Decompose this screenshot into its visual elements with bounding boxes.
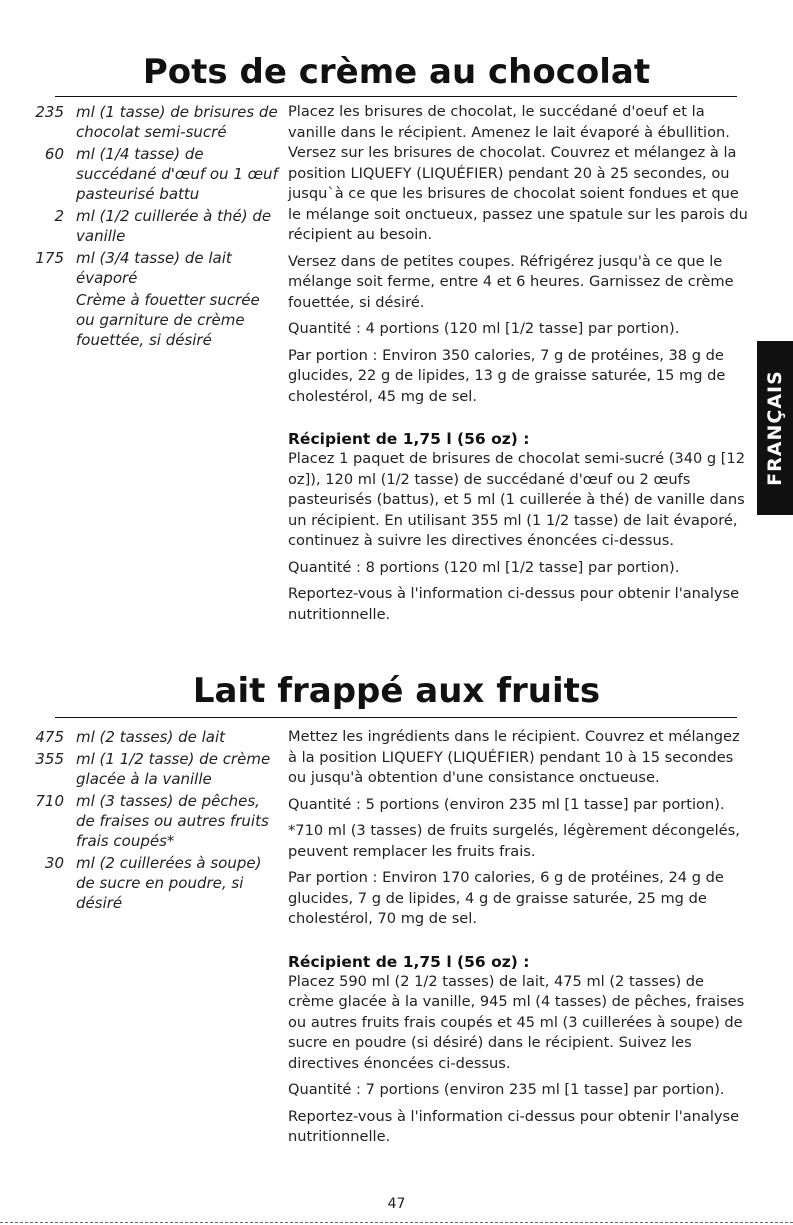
- ingredient-text: ml (2 cuillerées à soupe) de sucre en poudre, si désiré: [76, 854, 262, 912]
- ingredient-qty: 710: [35, 792, 64, 810]
- recipe1-ingredients: [0, 102, 280, 352]
- ingredient-item: [0, 248, 280, 288]
- ingredient-text: Crème à fouetter sucrée ou garniture de crème fouettée, si désiré: [76, 291, 260, 349]
- ingredient-item: [0, 144, 280, 204]
- recipe1-chill: Versez dans de petites coupes. Réfrigérez jusqu'à ce que le mélange soit ferme, entre 4 et 6 heures. Garnissez de crème fouettée, si désiré.: [288, 252, 734, 311]
- recipe2-container-yield: Quantité : 7 portions (environ 235 ml [1 tasse] par portion).: [288, 1081, 725, 1098]
- recipe2-container-heading: Récipient de 1,75 l (56 oz) :: [288, 952, 530, 971]
- ingredient-item: [0, 206, 280, 246]
- ingredient-text: ml (1 1/2 tasse) de crème glacée à la vanille: [76, 750, 271, 788]
- ingredient-text: ml (3 tasses) de pêches, de fraises ou autres fruits frais coupés*: [76, 792, 269, 850]
- recipe1-body: [288, 102, 748, 631]
- recipe2-note: *710 ml (3 tasses) de fruits surgelés, légèrement décongelés, peuvent remplacer les fruits frais.: [288, 822, 740, 860]
- ingredient-qty: 60: [44, 145, 64, 163]
- recipe1-yield: Quantité : 4 portions (120 ml [1/2 tasse] par portion).: [288, 320, 680, 337]
- language-tab: [757, 341, 793, 515]
- recipe1-container-yield: Quantité : 8 portions (120 ml [1/2 tasse] par portion).: [288, 558, 680, 576]
- recipe2-container-text: Placez 590 ml (2 1/2 tasses) de lait, 475 ml (2 tasses) de crème glacée à la vanille, 945 ml (4 tasses) de pêches, fraises ou autres fruits frais coupés et 45 ml (3 cuillerées à soupe) de sucre en poudre (si désiré) dans le récipient. Suivez les directives énoncées ci-dessus.: [288, 972, 745, 1072]
- recipe1-title: Pots de crème au chocolat: [142, 52, 651, 92]
- recipe2-nutrition: Par portion : Environ 170 calories, 6 g de protéines, 24 g de glucides, 7 g de lipides, 4 g de graisse saturée, 25 mg de cholestérol, 70 mg de sel.: [288, 869, 724, 927]
- ingredient-qty: 175: [35, 249, 64, 267]
- page-number: 47: [387, 1196, 406, 1212]
- ingredient-item: [0, 102, 280, 142]
- ingredient-item: [0, 791, 280, 851]
- ingredient-qty: 235: [35, 103, 64, 121]
- recipe2-title-rule: [55, 717, 737, 718]
- language-tab-label: FRANÇAIS: [764, 370, 786, 486]
- ingredient-text: ml (1/4 tasse) de succédané d'œuf ou 1 œuf pasteurisé battu: [76, 145, 278, 203]
- ingredient-qty: 2: [54, 207, 64, 225]
- recipe1-container-text: Placez 1 paquet de brisures de chocolat semi-sucré (340 g [12 oz]), 120 ml (1/2 tasse) de succédané d'œuf ou 2 œufs pasteurisés (battus), et 5 ml (1 cuillerée à thé) de vanille dans un récipient. En utilisant 355 ml (1 1/2 tasse) de lait évaporé, continuez à suivre les directives énoncées ci-dessus.: [288, 450, 746, 549]
- recipe2-body: [288, 727, 748, 1154]
- recipe2-title: Lait frappé aux fruits: [192, 671, 601, 711]
- recipe2-instructions: Mettez les ingrédients dans le récipient. Couvrez et mélangez à la position LIQUEFY (LIQUÉFIER) pendant 10 à 15 secondes ou jusqu'à obtention d'une consistance onctueuse.: [288, 728, 740, 786]
- recipe1-nutrition: Par portion : Environ 350 calories, 7 g de protéines, 38 g de glucides, 22 g de lipides, 13 g de graisse saturée, 15 mg de cholestérol, 45 mg de sel.: [288, 346, 726, 405]
- ingredient-item: [0, 727, 280, 747]
- ingredient-text: ml (2 tasses) de lait: [76, 728, 226, 746]
- recipe2-yield: Quantité : 5 portions (environ 235 ml [1 tasse] par portion).: [288, 795, 725, 813]
- recipe1-container-note: Reportez-vous à l'information ci-dessus pour obtenir l'analyse nutritionnelle.: [288, 585, 740, 623]
- recipe1-title-rule: [55, 96, 737, 97]
- recipe2-ingredients: [0, 727, 280, 915]
- recipe1-container-heading: Récipient de 1,75 l (56 oz) :: [288, 430, 530, 448]
- ingredient-item: [0, 749, 280, 789]
- recipe2-container-note: Reportez-vous à l'information ci-dessus pour obtenir l'analyse nutritionnelle.: [288, 1107, 740, 1145]
- page-bottom-rule: [0, 1222, 793, 1223]
- ingredient-text: ml (3/4 tasse) de lait évaporé: [76, 249, 232, 287]
- ingredient-item: [0, 853, 280, 913]
- ingredient-text: ml (1/2 cuillerée à thé) de vanille: [76, 207, 272, 245]
- ingredient-item: [0, 290, 280, 350]
- ingredient-text: ml (1 tasse) de brisures de chocolat semi-sucré: [76, 103, 278, 141]
- ingredient-qty: 355: [35, 750, 64, 768]
- ingredient-qty: 475: [35, 728, 64, 746]
- recipe1-instructions: Placez les brisures de chocolat, le succédané d'oeuf et la vanille dans le récipient. Amenez le lait évaporé à ébullition. Versez sur les brisures de chocolat. Couvrez et mélangez à la position LIQUEFY (LIQUÉFIER) pendant 20 à 25 secondes, ou jusqu`à ce que les brisures de chocolat soient fondues et que le mélange soit onctueux, passez une spatule sur les parois du récipient au besoin.: [288, 103, 748, 243]
- ingredient-qty: 30: [44, 854, 64, 872]
